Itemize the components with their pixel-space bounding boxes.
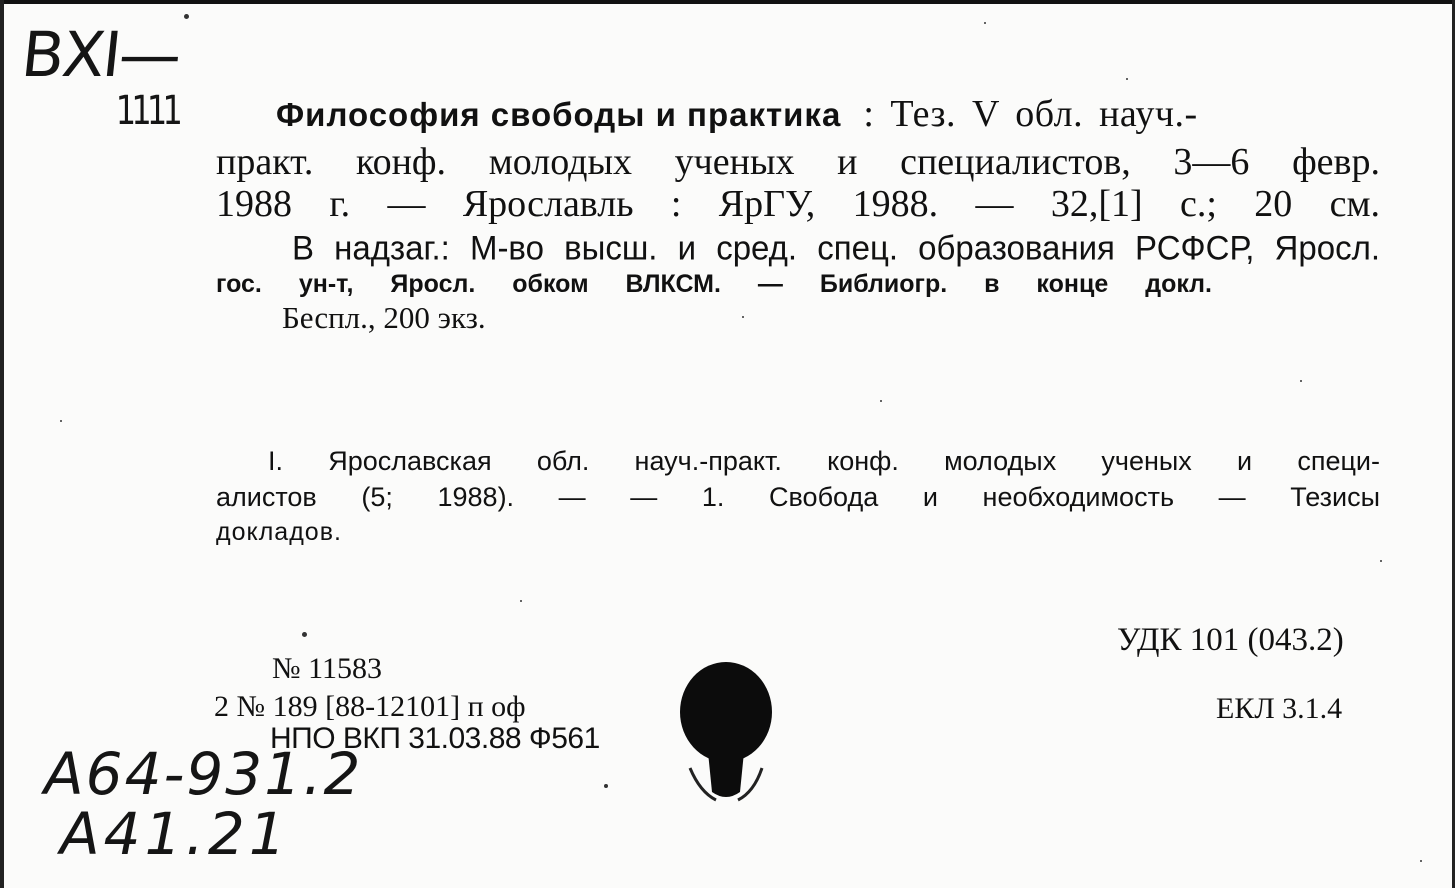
imprint-publisher: НПО ВКП 31.03.88 Ф561 <box>270 722 600 755</box>
tracing-line-3: докладов. <box>216 518 342 546</box>
entry-line-2: практ. конф. молодых ученых и специалистов, 3—6 февр. <box>216 141 1380 183</box>
scan-speck <box>880 400 882 402</box>
ekl-code: ЕКЛ 3.1.4 <box>1216 692 1343 725</box>
note-line-3: Беспл., 200 экз. <box>282 300 486 335</box>
scan-speck <box>1126 78 1128 80</box>
entry-title: Философия свободы и практика <box>276 96 842 133</box>
note-line-1: В надзаг.: М-во высш. и сред. спец. образования РСФСР, Яросл. <box>292 228 1380 267</box>
tracing-line-1: I. Ярославская обл. науч.-практ. конф. молодых ученых и специ- <box>268 446 1380 476</box>
note-line-2: гос. ун-т, Яросл. обком ВЛКСМ. — Библиогр. в конце докл. <box>216 270 1212 298</box>
scan-speck <box>184 14 189 19</box>
entry-title-rest: : Тез. V обл. науч.- <box>863 93 1198 135</box>
scan-speck <box>1300 380 1302 382</box>
scan-speck <box>302 632 307 637</box>
scan-speck <box>604 784 608 788</box>
scan-speck <box>1380 560 1382 562</box>
card-left-border <box>0 0 4 888</box>
scan-speck <box>520 600 522 602</box>
handwritten-shelfmark-bottom-1: А64-931.2 <box>44 740 363 808</box>
ink-blot-mark <box>670 660 780 810</box>
scan-speck <box>984 22 986 24</box>
scan-speck <box>742 316 744 318</box>
scan-speck <box>1420 860 1422 862</box>
handwritten-shelfmark-bottom-2: А41.21 <box>60 800 290 868</box>
handwritten-shelfmark-sub: 1111 <box>115 88 179 134</box>
card-top-border <box>0 0 1455 4</box>
tracing-line-2: алистов (5; 1988). — — 1. Свобода и необходимость — Тезисы <box>216 482 1380 512</box>
entry-line-3: 1988 г. — Ярославль : ЯрГУ, 1988. — 32,[1] с.; 20 см. <box>216 183 1380 225</box>
imprint-order: 2 № 189 [88-12101] п оф <box>214 690 526 723</box>
udk-code: УДК 101 (043.2) <box>1117 622 1344 658</box>
entry-line-1 <box>276 92 1380 136</box>
scan-speck <box>60 420 62 422</box>
handwritten-shelfmark-top: ВXI— <box>18 18 184 91</box>
imprint-number: № 11583 <box>272 652 383 685</box>
